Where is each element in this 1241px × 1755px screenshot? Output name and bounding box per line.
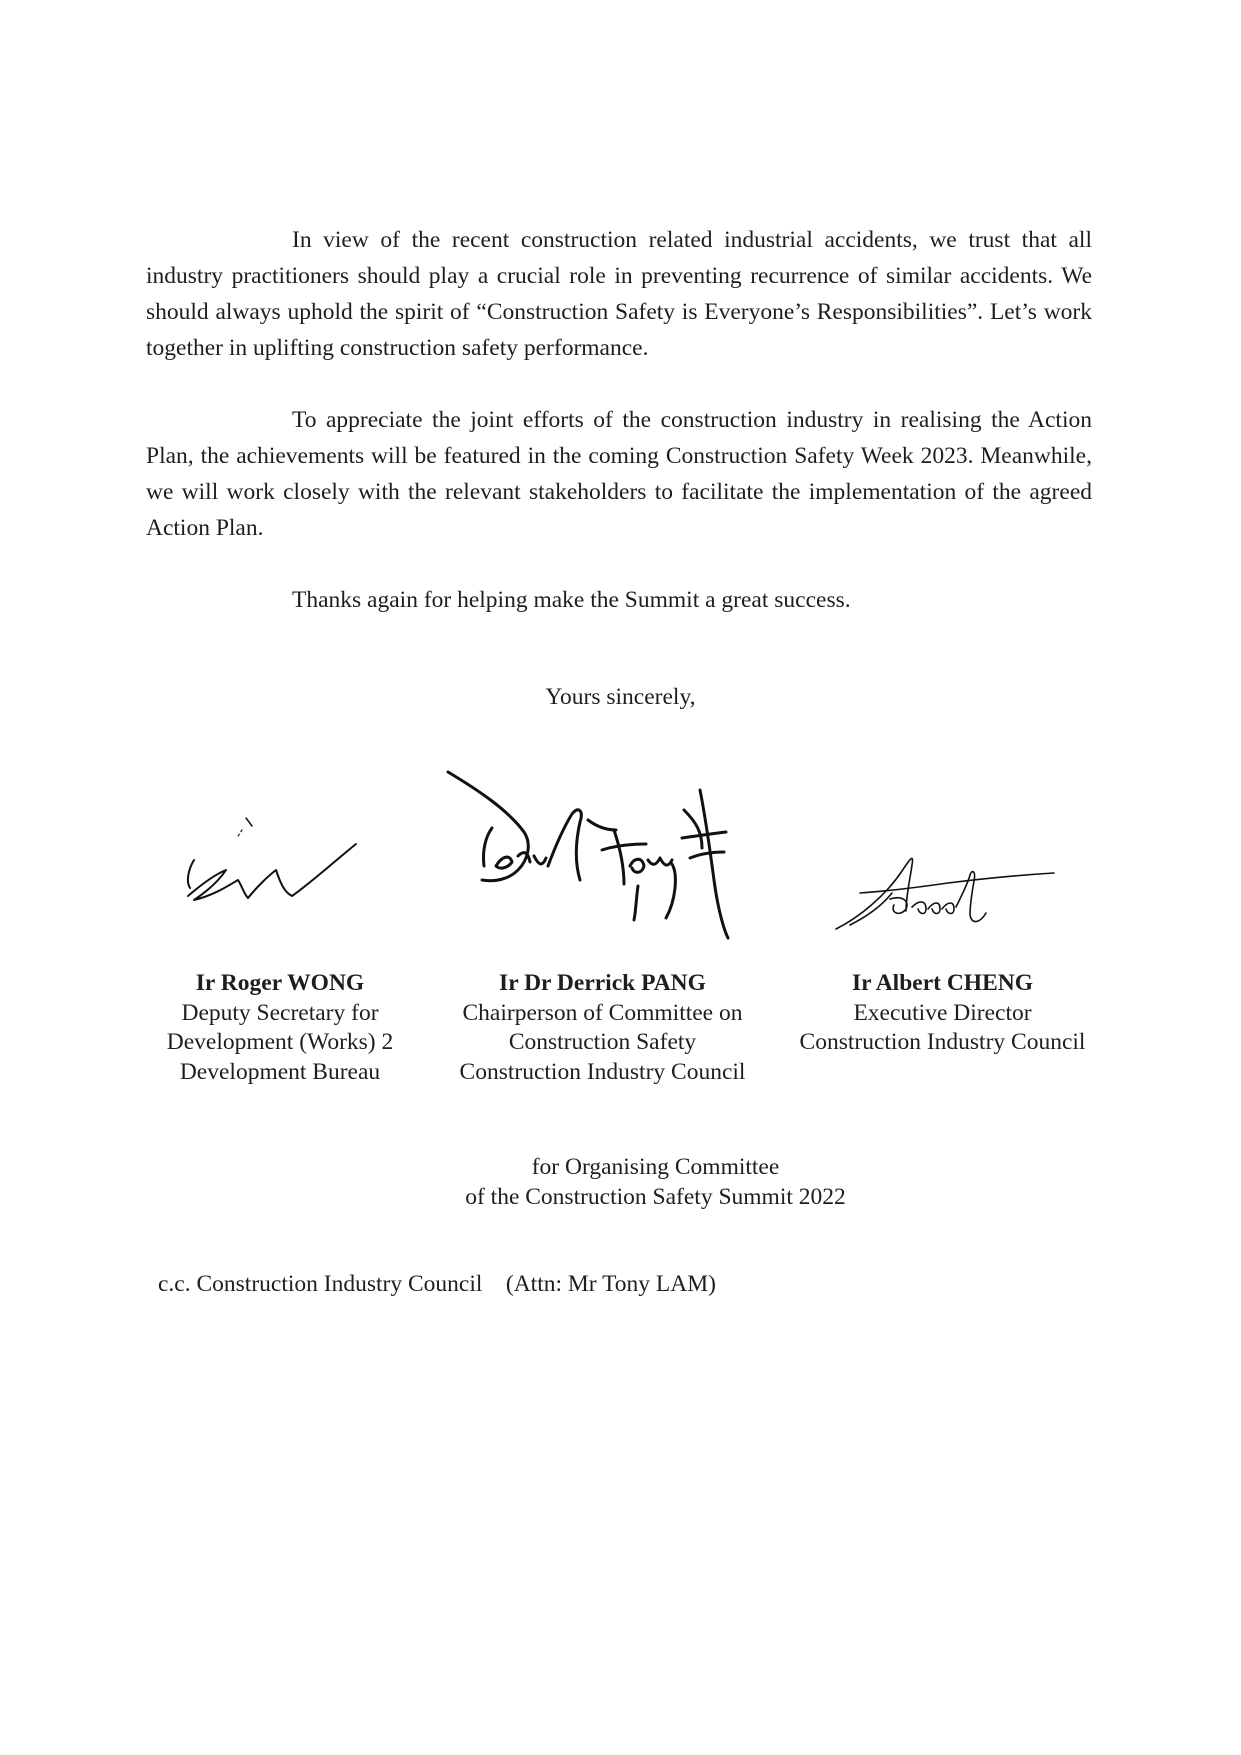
on-behalf-line-1: for Organising Committee: [531, 1154, 780, 1180]
thanks-line: Thanks again for helping make the Summit a great success.: [292, 587, 851, 613]
cc-line: c.c. Construction Industry Council (Attn: Mr Tony LAM): [158, 1271, 716, 1297]
signatory-title-line: Executive Director: [853, 999, 1032, 1026]
signature-albert-cheng: [830, 845, 1060, 945]
signatory-roger-wong: [130, 969, 430, 1087]
signatory-albert-cheng: [770, 969, 1115, 1058]
signature-roger-wong: [172, 800, 392, 930]
body-paragraph-2: To appreciate the joint efforts of the construction industry in realising the Action Plan, the achievements will be featured in the coming Construction Safety Week 2023. Meanwhile, we will work closely with the relevant stakeholders to facilitate the implementation of the agreed Action Plan.: [146, 407, 1092, 541]
signature-derrick-pang: [438, 770, 768, 970]
on-behalf-of-committee: [0, 1153, 1241, 1212]
signatory-organisation: Construction Industry Council: [459, 1058, 746, 1085]
signatory-title-line: Chairperson of Committee on: [462, 999, 743, 1026]
closing-salutation: Yours sincerely,: [545, 684, 696, 710]
signatory-name: Ir Albert CHENG: [851, 970, 1034, 996]
on-behalf-line-2: of the Construction Safety Summit 2022: [465, 1183, 846, 1210]
signatory-name: Ir Dr Derrick PANG: [499, 970, 706, 996]
signatory-title-line: Construction Safety: [508, 1029, 697, 1055]
signatory-title-line: Development (Works) 2: [166, 1029, 394, 1055]
signatory-title-line: Deputy Secretary for: [181, 999, 379, 1026]
body-paragraph-1: In view of the recent construction related industrial accidents, we trust that all industry practitioners should play a crucial role in preventing recurrence of similar accidents. We should always uphold the spirit of “Construction Safety is Everyone’s Responsibilities”. Let’s work together in uplifting construction safety performance.: [146, 227, 1092, 361]
signatory-name: Ir Roger WONG: [195, 970, 365, 996]
signatory-organisation: Construction Industry Council: [799, 1029, 1086, 1055]
signatory-organisation: Development Bureau: [179, 1058, 381, 1085]
signatory-derrick-pang: [425, 969, 780, 1087]
